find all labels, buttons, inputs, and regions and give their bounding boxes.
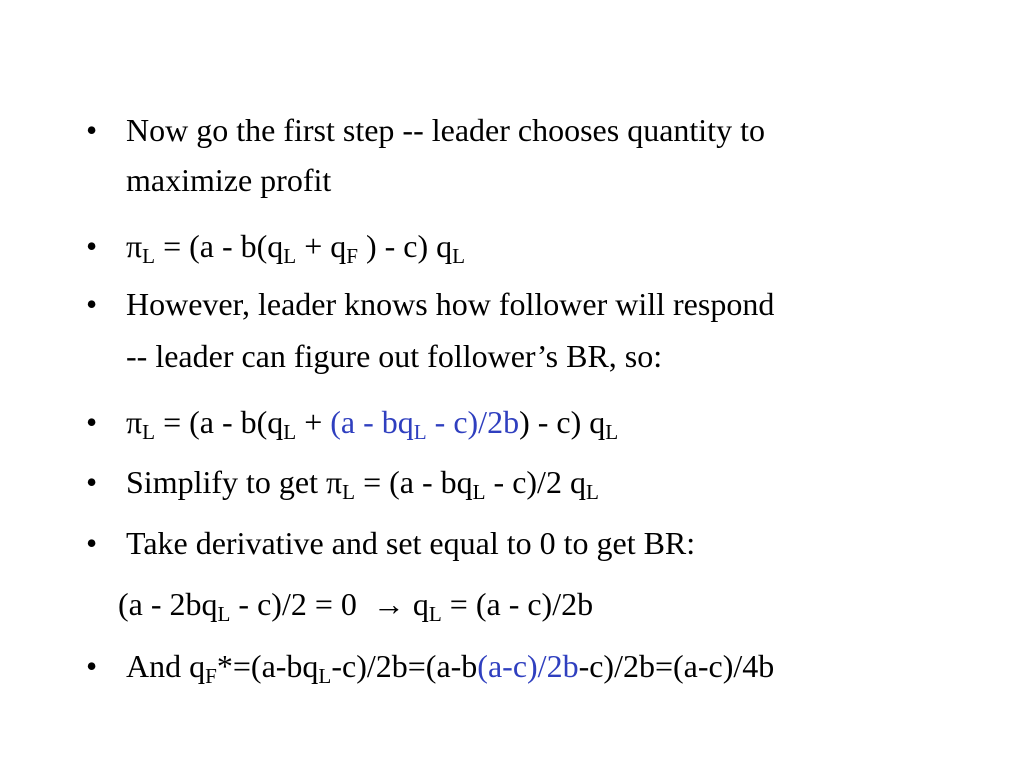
bullet-text: However, leader knows how follower will respond (126, 286, 775, 322)
bullet-text: -- leader can figure out follower’s BR, so: (126, 338, 663, 374)
bullet-marker: • (86, 404, 98, 440)
derivative-formula: $(a - 2bq_L - c)/2 = 0 \to q_L = (a - c)/2b$ (118, 586, 594, 626)
bullet-text: Now go the first step -- leader chooses quantity to (126, 112, 765, 148)
bullet-marker: • (86, 112, 98, 148)
bullet-marker: • (86, 228, 98, 264)
bullet-marker: • (86, 648, 98, 684)
leader-quantity-highlight: (a-c)/2b (477, 648, 579, 684)
bullet-marker: • (86, 464, 98, 500)
substituted-profit-equation: $\pi_L = (a - b(q_L + (a - bq_L - c)/2b) - c)$ $q_L$ (126, 404, 619, 444)
right-arrow-icon: → (372, 586, 405, 622)
follower-br-highlight: $(a - bq_L - c)/2b$ (330, 404, 520, 444)
follower-quantity-equation: And $q_F*=(a-bq_L-c)/2b=(a-b(a-c)/2b-c)/2b=(a-c)/4b$ (126, 648, 775, 688)
bullet-text: maximize profit (126, 162, 332, 198)
profit-equation: $\pi_L = (a - b(q_L + q_F$ ) - c) $q_L$ (126, 228, 466, 268)
bullet-marker: • (86, 525, 98, 561)
simplified-equation: Simplify to get $\pi_L = (a - bq_L - c)/2$ $q_L$ (126, 464, 599, 504)
bullet-text: Take derivative and set equal to 0 to get BR: (126, 525, 696, 561)
bullet-marker: • (86, 286, 98, 322)
